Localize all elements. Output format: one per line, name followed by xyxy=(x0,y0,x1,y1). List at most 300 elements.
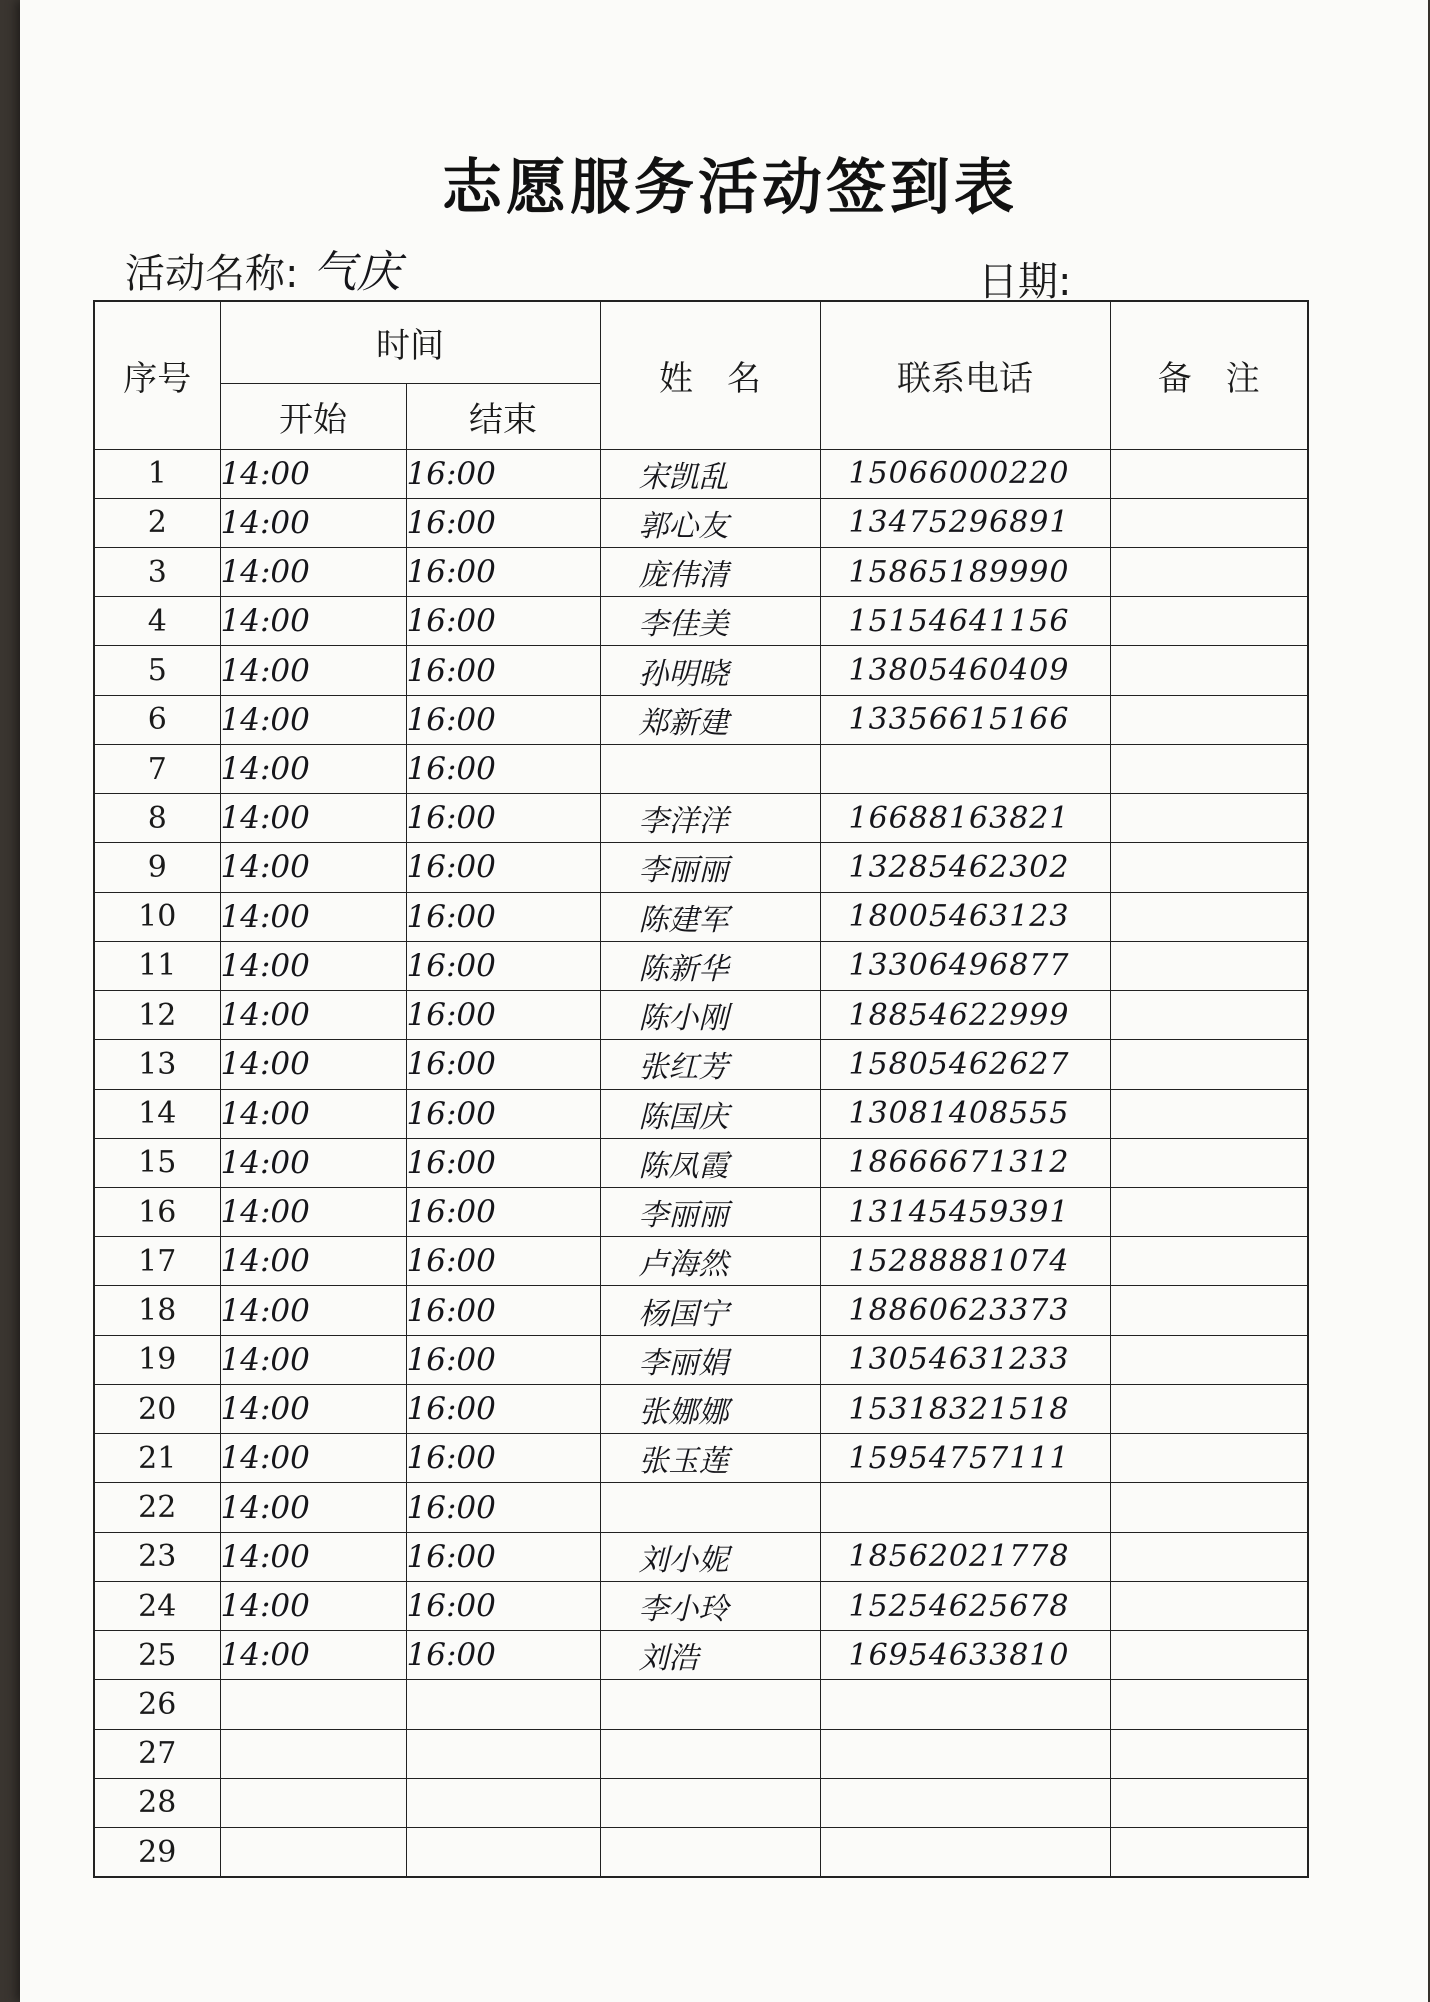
start-time-cell xyxy=(220,1581,406,1630)
end-time-cell xyxy=(406,1631,600,1680)
seq-cell-text: 8 xyxy=(147,800,167,836)
header-note: 备 注 xyxy=(1110,301,1308,449)
end-time-cell xyxy=(406,744,600,793)
start-time-cell-text: 14:00 xyxy=(220,1489,310,1526)
start-time-cell xyxy=(220,1828,406,1877)
seq-cell xyxy=(94,1040,220,1089)
end-time-cell-text: 16:00 xyxy=(406,504,496,541)
start-time-cell-text: 14:00 xyxy=(220,751,310,788)
end-time-cell-text: 16:00 xyxy=(406,1243,496,1280)
seq-cell-text: 13 xyxy=(138,1046,177,1082)
phone-cell-text: 15154641156 xyxy=(848,603,1070,639)
start-time-cell xyxy=(220,1434,406,1483)
start-time-cell xyxy=(220,449,406,498)
table-row xyxy=(94,1828,1308,1877)
signin-table xyxy=(93,300,1309,1878)
end-time-cell xyxy=(406,1188,600,1237)
seq-cell xyxy=(94,1335,220,1384)
seq-cell xyxy=(94,547,220,596)
seq-cell-text: 15 xyxy=(138,1145,177,1181)
note-cell xyxy=(1110,892,1308,941)
phone-cell-text: 15865189990 xyxy=(848,554,1070,590)
end-time-cell-text: 16:00 xyxy=(406,455,496,492)
phone-cell xyxy=(820,1335,1110,1384)
phone-cell xyxy=(820,1188,1110,1237)
phone-cell-text: 13285462302 xyxy=(848,849,1070,885)
seq-cell xyxy=(94,1828,220,1877)
name-cell-text: 庞伟清 xyxy=(638,558,729,594)
name-cell-text: 孙明晓 xyxy=(638,656,729,692)
phone-cell-text: 13306496877 xyxy=(848,948,1070,984)
start-time-cell-text: 14:00 xyxy=(220,1095,310,1132)
table-row xyxy=(94,991,1308,1040)
name-cell-text: 郭心友 xyxy=(638,508,729,544)
seq-cell xyxy=(94,1778,220,1827)
activity-name-line xyxy=(125,236,400,300)
seq-cell-text: 2 xyxy=(147,505,167,541)
name-cell xyxy=(600,1335,820,1384)
start-time-cell xyxy=(220,547,406,596)
name-cell xyxy=(600,843,820,892)
name-cell-text: 李丽丽 xyxy=(638,853,729,889)
table-row xyxy=(94,547,1308,596)
seq-cell-text: 6 xyxy=(147,702,167,738)
name-cell-text: 张红芳 xyxy=(638,1050,729,1086)
start-time-cell xyxy=(220,843,406,892)
start-time-cell xyxy=(220,1335,406,1384)
note-cell xyxy=(1110,1384,1308,1433)
start-time-cell-text: 14:00 xyxy=(220,1243,310,1280)
note-cell xyxy=(1110,646,1308,695)
end-time-cell xyxy=(406,1237,600,1286)
end-time-cell xyxy=(406,1040,600,1089)
phone-cell xyxy=(820,843,1110,892)
table-row xyxy=(94,1631,1308,1680)
start-time-cell xyxy=(220,1237,406,1286)
name-cell-text: 李丽丽 xyxy=(638,1198,729,1234)
start-time-cell xyxy=(220,1384,406,1433)
phone-cell xyxy=(820,449,1110,498)
end-time-cell xyxy=(406,1483,600,1532)
phone-cell xyxy=(820,498,1110,547)
name-cell-text: 陈国庆 xyxy=(638,1099,729,1135)
seq-cell xyxy=(94,1188,220,1237)
table-row xyxy=(94,744,1308,793)
phone-cell xyxy=(820,1581,1110,1630)
table-row xyxy=(94,1188,1308,1237)
start-time-cell xyxy=(220,1089,406,1138)
name-cell-text: 杨国宁 xyxy=(638,1296,729,1332)
end-time-cell xyxy=(406,597,600,646)
seq-cell xyxy=(94,1729,220,1778)
start-time-cell xyxy=(220,941,406,990)
phone-cell xyxy=(820,547,1110,596)
name-cell xyxy=(600,1631,820,1680)
header-seq: 序号 xyxy=(94,301,220,449)
note-cell xyxy=(1110,744,1308,793)
start-time-cell xyxy=(220,1040,406,1089)
table-row xyxy=(94,646,1308,695)
end-time-cell-text: 16:00 xyxy=(406,849,496,886)
phone-cell-text: 18666671312 xyxy=(848,1145,1070,1181)
seq-cell-text: 18 xyxy=(138,1293,177,1329)
seq-cell-text: 4 xyxy=(147,603,167,639)
name-cell-text: 卢海然 xyxy=(638,1247,729,1283)
start-time-cell xyxy=(220,597,406,646)
end-time-cell xyxy=(406,843,600,892)
phone-cell-text: 16954633810 xyxy=(848,1637,1070,1673)
start-time-cell-text: 14:00 xyxy=(220,1538,310,1575)
note-cell xyxy=(1110,1138,1308,1187)
seq-cell-text: 7 xyxy=(147,751,167,787)
end-time-cell-text: 16:00 xyxy=(406,1637,496,1674)
note-cell xyxy=(1110,1089,1308,1138)
name-cell xyxy=(600,695,820,744)
phone-cell xyxy=(820,1828,1110,1877)
seq-cell-text: 25 xyxy=(138,1637,177,1673)
end-time-cell-text: 16:00 xyxy=(406,603,496,640)
seq-cell-text: 19 xyxy=(138,1342,177,1378)
note-cell xyxy=(1110,1040,1308,1089)
phone-cell-text: 13081408555 xyxy=(848,1096,1070,1132)
seq-cell xyxy=(94,695,220,744)
phone-cell-text: 18562021778 xyxy=(848,1539,1070,1575)
seq-cell xyxy=(94,1581,220,1630)
name-cell-text: 宋凯乱 xyxy=(638,459,729,495)
activity-name-label: 活动名称: xyxy=(125,251,299,297)
name-cell xyxy=(600,498,820,547)
start-time-cell-text: 14:00 xyxy=(220,898,310,935)
seq-cell xyxy=(94,1384,220,1433)
start-time-cell-text: 14:00 xyxy=(220,603,310,640)
seq-cell-text: 21 xyxy=(138,1440,177,1476)
name-cell xyxy=(600,1040,820,1089)
name-cell xyxy=(600,1188,820,1237)
name-cell-text: 李小玲 xyxy=(638,1592,729,1627)
note-cell xyxy=(1110,1581,1308,1630)
name-cell xyxy=(600,646,820,695)
name-cell-text: 郑新建 xyxy=(638,705,729,741)
seq-cell-text: 20 xyxy=(138,1391,177,1427)
seq-cell-text: 23 xyxy=(138,1539,177,1575)
name-cell xyxy=(600,941,820,990)
name-cell xyxy=(600,744,820,793)
start-time-cell-text: 14:00 xyxy=(220,554,310,591)
header-start: 开始 xyxy=(220,383,406,449)
name-cell xyxy=(600,794,820,843)
table-row xyxy=(94,1237,1308,1286)
note-cell xyxy=(1110,1828,1308,1877)
phone-cell-text: 15066000220 xyxy=(848,456,1070,492)
table-row xyxy=(94,1040,1308,1089)
end-time-cell-text: 16:00 xyxy=(406,800,496,837)
start-time-cell xyxy=(220,646,406,695)
note-cell xyxy=(1110,1532,1308,1581)
start-time-cell-text: 14:00 xyxy=(220,701,310,738)
end-time-cell-text: 16:00 xyxy=(406,1440,496,1477)
name-cell-text: 刘浩 xyxy=(638,1641,699,1677)
phone-cell xyxy=(820,1138,1110,1187)
phone-cell xyxy=(820,1778,1110,1827)
note-cell xyxy=(1110,1286,1308,1335)
end-time-cell xyxy=(406,1384,600,1433)
name-cell xyxy=(600,1138,820,1187)
name-cell xyxy=(600,1729,820,1778)
table-row xyxy=(94,794,1308,843)
end-time-cell-text: 16:00 xyxy=(406,1391,496,1428)
start-time-cell-text: 14:00 xyxy=(220,504,310,541)
form-title: 志愿服务活动签到表 xyxy=(442,153,1018,223)
start-time-cell-text: 14:00 xyxy=(220,455,310,492)
end-time-cell xyxy=(406,1434,600,1483)
note-cell xyxy=(1110,449,1308,498)
start-time-cell xyxy=(220,1138,406,1187)
name-cell-text: 刘小妮 xyxy=(638,1542,729,1578)
seq-cell-text: 24 xyxy=(138,1588,177,1624)
seq-cell xyxy=(94,1483,220,1532)
name-cell-text: 陈建军 xyxy=(638,902,729,938)
note-cell xyxy=(1110,1778,1308,1827)
phone-cell xyxy=(820,1384,1110,1433)
note-cell xyxy=(1110,1237,1308,1286)
seq-cell-text: 29 xyxy=(138,1834,177,1870)
seq-cell-text: 10 xyxy=(138,899,177,935)
seq-cell xyxy=(94,1138,220,1187)
seq-cell xyxy=(94,449,220,498)
table-row xyxy=(94,1581,1308,1630)
header-time: 时间 xyxy=(220,301,600,383)
phone-cell-text: 13805460409 xyxy=(848,653,1070,689)
start-time-cell-text: 14:00 xyxy=(220,1341,310,1378)
end-time-cell-text: 16:00 xyxy=(406,1538,496,1575)
note-cell xyxy=(1110,794,1308,843)
end-time-cell xyxy=(406,794,600,843)
phone-cell xyxy=(820,1532,1110,1581)
end-time-cell xyxy=(406,991,600,1040)
start-time-cell xyxy=(220,892,406,941)
name-cell xyxy=(600,449,820,498)
seq-cell xyxy=(94,1532,220,1581)
start-time-cell-text: 14:00 xyxy=(220,1144,310,1181)
phone-cell xyxy=(820,1237,1110,1286)
table-row xyxy=(94,1335,1308,1384)
date-line xyxy=(978,250,1071,307)
table-row xyxy=(94,1729,1308,1778)
end-time-cell xyxy=(406,941,600,990)
note-cell xyxy=(1110,597,1308,646)
seq-cell xyxy=(94,1286,220,1335)
seq-cell-text: 5 xyxy=(147,653,167,689)
seq-cell xyxy=(94,1631,220,1680)
name-cell-text: 李佳美 xyxy=(638,607,729,643)
name-cell xyxy=(600,892,820,941)
name-cell-text: 陈凤霞 xyxy=(638,1148,729,1184)
phone-cell xyxy=(820,1483,1110,1532)
phone-cell-text: 13145459391 xyxy=(848,1194,1070,1230)
table-row xyxy=(94,941,1308,990)
table-row xyxy=(94,498,1308,547)
start-time-cell xyxy=(220,1631,406,1680)
end-time-cell xyxy=(406,1532,600,1581)
table-row xyxy=(94,449,1308,498)
end-time-cell-text: 16:00 xyxy=(406,1095,496,1132)
name-cell xyxy=(600,991,820,1040)
table-row xyxy=(94,1138,1308,1187)
table-row xyxy=(94,843,1308,892)
name-cell xyxy=(600,1581,820,1630)
phone-cell xyxy=(820,1434,1110,1483)
seq-cell-text: 11 xyxy=(138,948,177,984)
name-cell xyxy=(600,1828,820,1877)
phone-cell-text: 18860623373 xyxy=(848,1293,1070,1329)
seq-cell-text: 14 xyxy=(138,1096,177,1132)
end-time-cell-text: 16:00 xyxy=(406,947,496,984)
end-time-cell-text: 16:00 xyxy=(406,1588,496,1624)
name-cell xyxy=(600,1434,820,1483)
note-cell xyxy=(1110,1483,1308,1532)
seq-cell-text: 28 xyxy=(138,1785,177,1821)
end-time-cell-text: 16:00 xyxy=(406,554,496,591)
end-time-cell xyxy=(406,449,600,498)
date-label: 日期: xyxy=(978,259,1072,305)
seq-cell xyxy=(94,1434,220,1483)
phone-cell xyxy=(820,646,1110,695)
seq-cell xyxy=(94,794,220,843)
start-time-cell-text: 14:00 xyxy=(220,652,310,689)
start-time-cell xyxy=(220,991,406,1040)
note-cell xyxy=(1110,498,1308,547)
start-time-cell xyxy=(220,498,406,547)
end-time-cell xyxy=(406,1089,600,1138)
seq-cell-text: 17 xyxy=(138,1243,177,1279)
seq-cell xyxy=(94,1089,220,1138)
seq-cell xyxy=(94,1237,220,1286)
start-time-cell xyxy=(220,1483,406,1532)
end-time-cell xyxy=(406,1138,600,1187)
phone-cell xyxy=(820,941,1110,990)
end-time-cell xyxy=(406,1581,600,1630)
seq-cell-text: 9 xyxy=(147,849,167,885)
start-time-cell-text: 14:00 xyxy=(220,1391,310,1428)
end-time-cell xyxy=(406,1729,600,1778)
start-time-cell xyxy=(220,1680,406,1729)
start-time-cell xyxy=(220,695,406,744)
seq-cell-text: 26 xyxy=(138,1686,177,1722)
seq-cell-text: 12 xyxy=(138,997,177,1033)
phone-cell xyxy=(820,744,1110,793)
note-cell xyxy=(1110,1729,1308,1778)
header-phone: 联系电话 xyxy=(820,301,1110,449)
start-time-cell xyxy=(220,744,406,793)
note-cell xyxy=(1110,843,1308,892)
phone-cell xyxy=(820,1729,1110,1778)
seq-cell xyxy=(94,498,220,547)
seq-cell xyxy=(94,744,220,793)
start-time-cell xyxy=(220,1286,406,1335)
phone-cell-text: 15254625678 xyxy=(848,1588,1070,1624)
name-cell xyxy=(600,1237,820,1286)
phone-cell xyxy=(820,1286,1110,1335)
activity-name-value: 气庆 xyxy=(312,247,401,298)
note-cell xyxy=(1110,1434,1308,1483)
start-time-cell-text: 14:00 xyxy=(220,1046,310,1083)
phone-cell-text: 16688163821 xyxy=(848,800,1070,836)
start-time-cell-text: 14:00 xyxy=(220,849,310,886)
table-row xyxy=(94,597,1308,646)
phone-cell xyxy=(820,1631,1110,1680)
note-cell xyxy=(1110,695,1308,744)
seq-cell xyxy=(94,941,220,990)
note-cell xyxy=(1110,1631,1308,1680)
name-cell xyxy=(600,1680,820,1729)
seq-cell-text: 1 xyxy=(147,456,167,492)
phone-cell xyxy=(820,1680,1110,1729)
end-time-cell xyxy=(406,646,600,695)
phone-cell-text: 15288881074 xyxy=(848,1243,1070,1279)
end-time-cell-text: 16:00 xyxy=(406,751,496,788)
table-row xyxy=(94,1434,1308,1483)
start-time-cell-text: 14:00 xyxy=(220,1588,310,1624)
table-row xyxy=(94,1089,1308,1138)
start-time-cell-text: 14:00 xyxy=(220,1292,310,1329)
seq-cell xyxy=(94,892,220,941)
note-cell xyxy=(1110,1680,1308,1729)
phone-cell-text: 15954757111 xyxy=(848,1440,1070,1476)
end-time-cell xyxy=(406,1680,600,1729)
end-time-cell xyxy=(406,498,600,547)
end-time-cell xyxy=(406,695,600,744)
phone-cell-text: 13356615166 xyxy=(848,702,1070,738)
name-cell-text: 陈小刚 xyxy=(638,1001,729,1037)
start-time-cell xyxy=(220,794,406,843)
name-cell-text: 李洋洋 xyxy=(638,804,729,840)
seq-cell xyxy=(94,1680,220,1729)
start-time-cell xyxy=(220,1729,406,1778)
name-cell-text: 张玉莲 xyxy=(638,1444,729,1480)
end-time-cell xyxy=(406,1286,600,1335)
phone-cell xyxy=(820,892,1110,941)
seq-cell xyxy=(94,843,220,892)
end-time-cell-text: 16:00 xyxy=(406,1341,496,1378)
end-time-cell xyxy=(406,892,600,941)
seq-cell-text: 22 xyxy=(138,1490,177,1526)
seq-cell xyxy=(94,991,220,1040)
note-cell xyxy=(1110,1188,1308,1237)
end-time-cell-text: 16:00 xyxy=(406,1194,496,1231)
phone-cell-text: 13054631233 xyxy=(848,1342,1070,1378)
name-cell xyxy=(600,547,820,596)
seq-cell-text: 27 xyxy=(138,1736,177,1772)
phone-cell xyxy=(820,597,1110,646)
end-time-cell-text: 16:00 xyxy=(406,1292,496,1329)
end-time-cell-text: 16:00 xyxy=(406,1046,496,1083)
note-cell xyxy=(1110,991,1308,1040)
seq-cell-text: 16 xyxy=(138,1194,177,1230)
table-row xyxy=(94,1680,1308,1729)
start-time-cell xyxy=(220,1188,406,1237)
note-cell xyxy=(1110,941,1308,990)
table-row xyxy=(94,1286,1308,1335)
name-cell xyxy=(600,1778,820,1827)
start-time-cell-text: 14:00 xyxy=(220,997,310,1034)
phone-cell xyxy=(820,991,1110,1040)
phone-cell-text: 15805462627 xyxy=(848,1046,1070,1082)
end-time-cell xyxy=(406,1828,600,1877)
start-time-cell xyxy=(220,1778,406,1827)
phone-cell-text: 18854622999 xyxy=(848,997,1070,1033)
name-cell-text: 张娜娜 xyxy=(638,1395,729,1431)
start-time-cell-text: 14:00 xyxy=(220,1440,310,1477)
